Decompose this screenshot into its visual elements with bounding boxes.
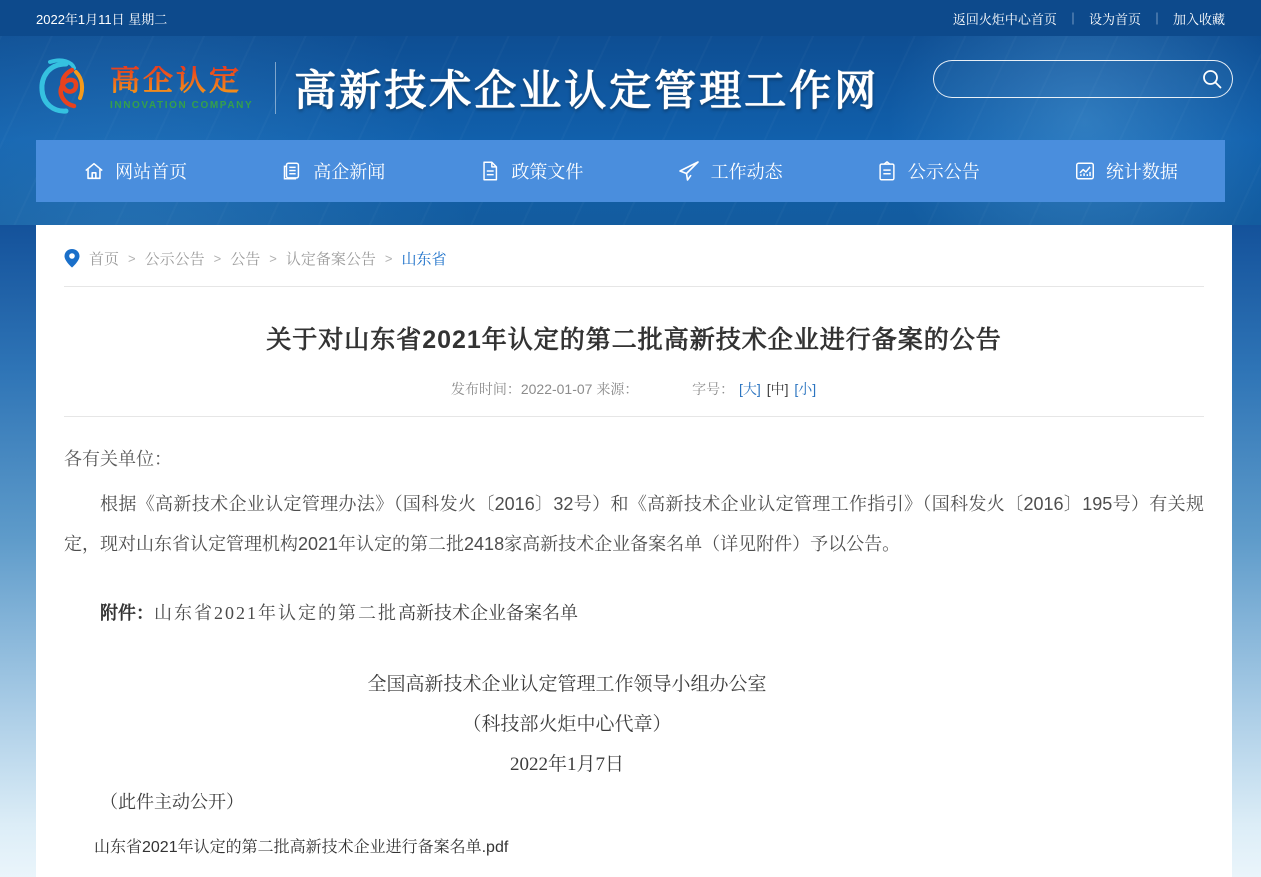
search-box [933,60,1233,98]
fontsize-medium-button[interactable]: [中] [766,381,789,397]
search-button[interactable] [1192,61,1232,97]
clipboard-icon [876,160,898,182]
logo-en-text: INNOVATION COMPANY [110,99,254,111]
publish-time: 发布时间：2022-01-07 [450,381,593,397]
home-icon [83,160,105,182]
link-torch-home[interactable]: 返回火炬中心首页 [952,11,1057,27]
page-background [0,225,1261,877]
signature-block [247,665,887,785]
site-title: 高新技术企业认定管理工作网 [294,69,880,115]
document-icon [479,160,501,182]
breadcrumb-divider [64,286,1204,287]
topbar-separator: ｜ [1150,11,1163,26]
article-paragraph: 根据《高新技术企业认定管理办法》（国科发火〔2016〕32号）和《高新技术企业认定管理工作指引》（国科发火〔2016〕195号）有关规定，现对山东省认定管理机构2021年认定的第二批2418家高新技术企业备案名单（详见附件）予以公告。 [64,494,1204,554]
attachment-name-part2: 高新技术企业备案名单 [398,603,578,623]
nav-item-home[interactable] [36,140,234,202]
brand-row [0,36,1261,140]
nav-label: 网站首页 [115,162,188,182]
breadcrumb [64,225,1204,269]
attachment-label: 附件： [100,603,154,623]
link-set-homepage[interactable]: 设为首页 [1088,11,1141,27]
meta-divider [64,416,1204,417]
brand-divider [275,62,276,114]
breadcrumb-separator: > [384,251,393,266]
search-icon [1201,68,1223,90]
signature-org: 全国高新技术企业认定管理工作领导小组办公室 [367,674,767,695]
nav-item-policy[interactable] [432,140,630,202]
nav-item-dynamics[interactable] [631,140,829,202]
nav-label: 工作动态 [710,162,783,182]
breadcrumb-separator: > [269,251,277,266]
fontsize-large-button[interactable]: [大] [739,381,761,397]
top-bar [0,0,1261,36]
breadcrumb-separator: > [213,251,222,266]
breadcrumb-home[interactable]: 首页 [89,251,120,268]
logo-swirl-icon [36,58,100,118]
site-header [0,36,1261,225]
topbar-links [953,9,1225,28]
site-logo[interactable] [36,58,253,118]
main-nav [36,140,1225,202]
signature-seal-note: （科技部火炬中心代章） [462,714,672,735]
nav-label: 政策文件 [511,162,584,182]
source-label: 来源： [596,381,639,397]
news-icon [281,160,303,182]
fontsize-small-button[interactable]: [小] [794,381,817,397]
attachment-line [64,599,1204,625]
nav-item-news[interactable] [234,140,432,202]
attachment-pdf-link[interactable]: 山东省2021年认定的第二批高新技术企业进行备案名单.pdf [94,839,509,856]
attachment-name-part1: 山东省2021年认定的第二批 [154,603,398,623]
breadcrumb-shandong[interactable]: 山东省 [401,251,447,268]
article-title: 关于对山东省2021年认定的第二批高新技术企业进行备案的公告 [266,326,1002,354]
paper-plane-icon [677,159,701,183]
nav-label: 高企新闻 [313,162,386,182]
article-meta [64,379,1204,399]
current-date: 2022年1月11日 星期二 [36,11,168,27]
chart-icon [1074,160,1096,182]
content-card [36,225,1232,877]
nav-item-announcements[interactable] [829,140,1027,202]
location-pin-icon [64,249,80,269]
logo-cn-text: 高企认定 [110,66,253,96]
breadcrumb-notices[interactable]: 公告 [230,251,261,268]
breadcrumb-announcements[interactable]: 公示公告 [144,251,205,268]
topbar-separator: ｜ [1066,11,1079,26]
salutation: 各有关单位： [64,449,172,469]
nav-item-statistics[interactable] [1027,140,1225,202]
fontsize-label: 字号： [692,381,735,397]
breadcrumb-separator: > [128,251,136,266]
disclosure-note: （此件主动公开） [100,792,244,812]
breadcrumb-record-notices[interactable]: 认定备案公告 [285,251,376,268]
nav-label: 公示公告 [907,162,980,182]
nav-label: 统计数据 [1105,162,1178,182]
link-add-favorite[interactable]: 加入收藏 [1172,11,1225,27]
search-input[interactable] [934,61,1192,97]
logo-text [110,63,254,111]
signature-date: 2022年1月7日 [509,754,624,775]
